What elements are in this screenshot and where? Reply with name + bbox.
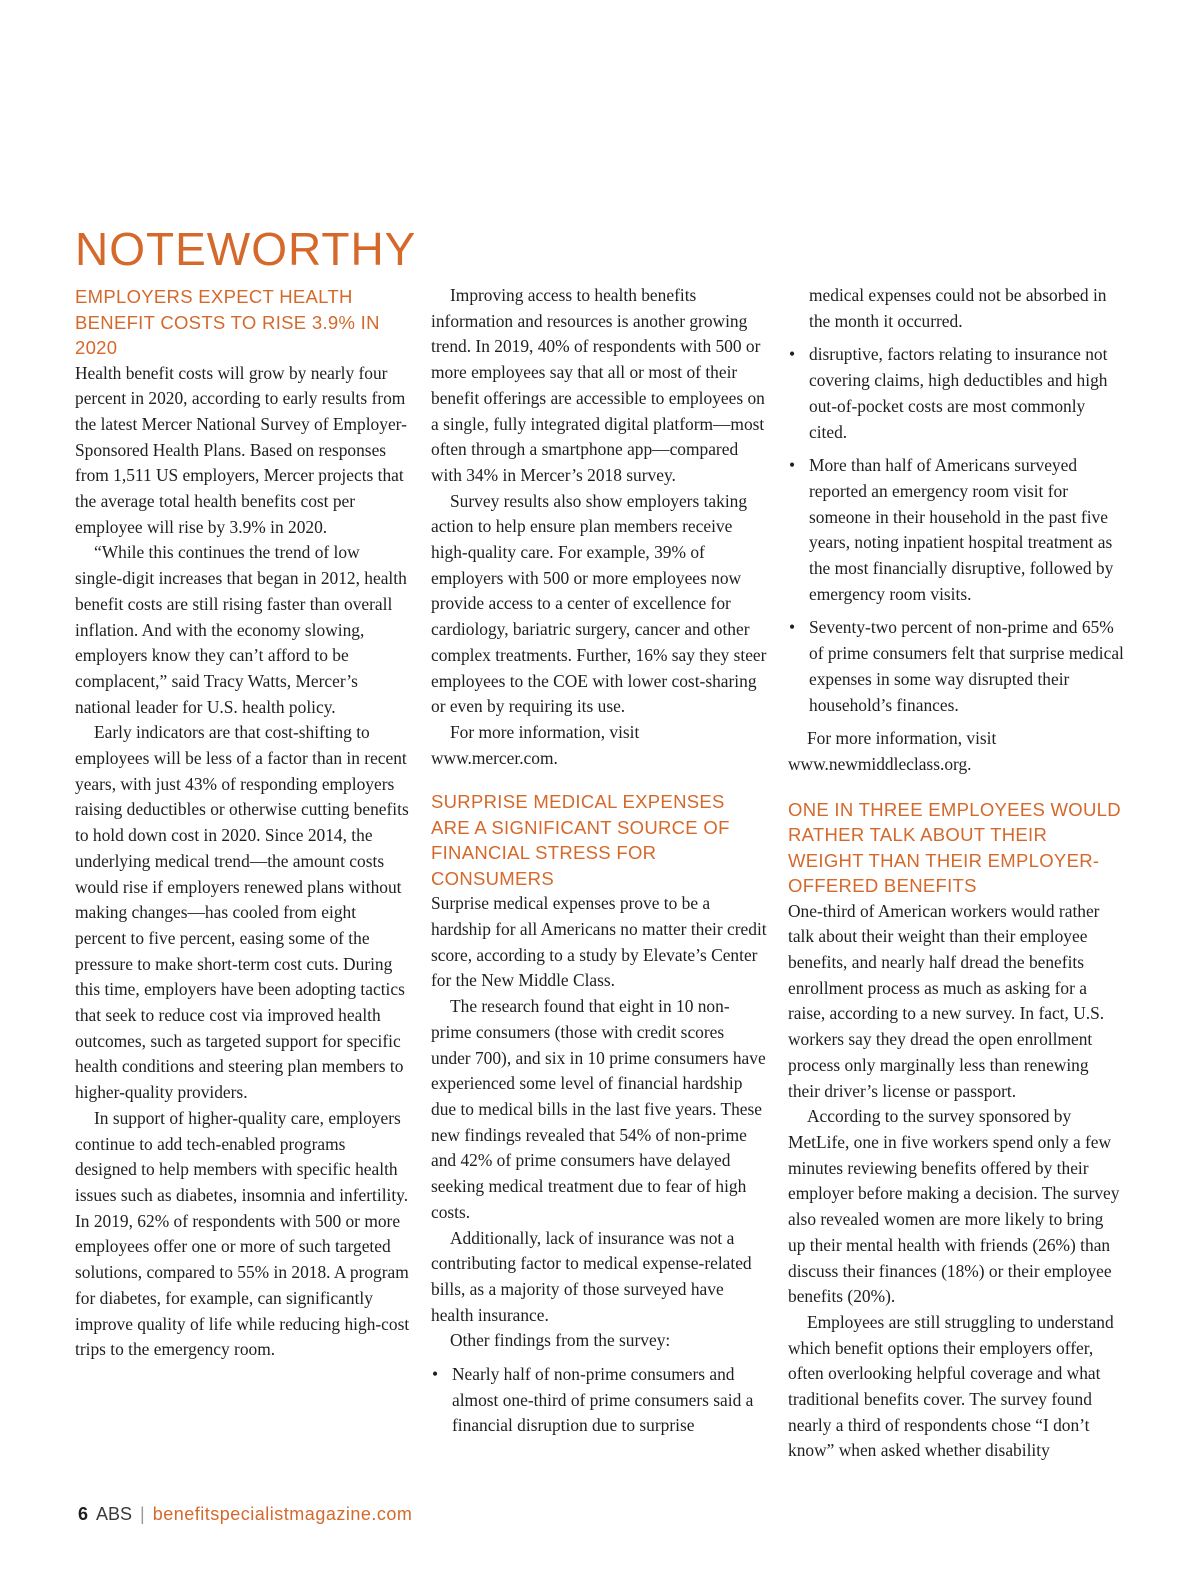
article-column-1 [75,284,411,1363]
findings-list-item: • disruptive, factors relating to insurance not covering claims, high deductibles and high out-of-pocket costs are most commonly cited. [788,342,1124,445]
article-column-2 [431,283,767,1439]
findings-list [431,1362,767,1439]
article-heading-surprise-expenses: SURPRISE MEDICAL EXPENSES ARE A SIGNIFICANT SOURCE OF FINANCIAL STRESS FOR CONSUMERS [431,791,730,889]
article-paragraph: Survey results also show employers taking action to help ensure plan members receive high-quality care. For example, 39% of employers with 500 or more employees now provide access to a center of excellence for cardiology, bariatric surgery, cancer and other complex treatments. Further, 16% say they steer employees to the COE with lower cost-sharing or even by requiring its use. [431,490,767,717]
article-paragraph: Early indicators are that cost-shifting to employees will be less of a factor than in recent years, with just 43% of responding employers raising deductibles or otherwise cutting benefits to hold down cost in 2020. Since 2014, the underlying medical trend—the amount costs would rise if employers renewed plans without making changes—has cooled from eight percent to five percent, easing some of the pressure to make short-term cost cuts. During this time, employers have been adopting tactics that seek to reduce cost via improved health outcomes, such as targeted support for specific health conditions and steering plan members to higher-quality providers. [75,722,409,1103]
findings-list-item: • More than half of Americans surveyed reported an emergency room visit for someone in their household in the past five years, noting inpatient hospital treatment as the most financially disruptive, followed by emergency room visits. [788,453,1124,607]
article-column-3 [788,283,1124,1464]
more-info-mercer: For more information, visit www.mercer.com. [431,721,640,768]
findings-list-item: • Seventy-two percent of non-prime and 65% of prime consumers felt that surprise medical expenses in some way disrupted their household’s finances. [788,615,1124,718]
article-paragraph: “While this continues the trend of low single-digit increases that began in 2012, health benefit costs are still rising faster than overall inflation. And with the economy slowing, employers know they can’t afford to be complacent,” said Tracy Watts, Mercer’s national leader for U.S. health policy. [75,542,407,717]
publication-name: ABS [96,1504,133,1524]
continuation-text: medical expenses could not be absorbed in the month it occurred. [809,285,1107,331]
findings-list-continued [788,283,1124,718]
findings-list-item: • Nearly half of non-prime consumers and almost one-third of prime consumers said a financial disruption due to surprise [431,1362,767,1439]
page-footer [78,1504,412,1525]
page-number: 6 [78,1504,89,1524]
more-info-newmiddleclass: For more information, visit www.newmiddleclass.org. [788,728,997,774]
article-heading-health-costs: EMPLOYERS EXPECT HEALTH BENEFIT COSTS TO RISE 3.9% IN 2020 [75,286,380,358]
article-paragraph: In support of higher-quality care, employers continue to add tech-enabled programs designed to help members with specific health issues such as diabetes, insomnia and infertility. In 2019, 62% of respondents with 500 or more employees offer one or more of such targeted solutions, compared to 55% in 2018. A program for diabetes, for example, can significantly improve quality of life while reducing high-cost trips to the emergency room. [75,1107,410,1360]
article-paragraph: Health benefit costs will grow by nearly four percent in 2020, according to early results from the latest Mercer National Survey of Employer-Sponsored Health Plans. Based on responses from 1,511 US employers, Mercer projects that the average total health benefits cost per employee will rise by 3.9% in 2020. [75,362,407,537]
article-paragraph: Additionally, lack of insurance was not a contributing factor to medical expense-related bills, as a majority of those surveyed have health insurance. [431,1227,752,1325]
article-paragraph: According to the survey sponsored by MetLife, one in five workers spend only a few minutes reviewing benefits offered by their employer before making a decision. The survey also revealed women are more likely to bring up their mental health with friends (26%) than discuss their finances (18%) or their employee benefits (20%). [788,1106,1120,1307]
article-paragraph: One-third of American workers would rather talk about their weight than their employee benefits, and nearly half dread the benefits enrollment process as much as asking for a raise, according to a new survey. In fact, U.S. workers say they dread the open enrollment process only marginally less than renewing their driver’s license or passport. [788,900,1105,1101]
article-heading-benefits-talk: ONE IN THREE EMPLOYEES WOULD RATHER TALK ABOUT THEIR WEIGHT THAN THEIR EMPLOYER-OFFERED BENEFITS [788,798,1121,897]
article-paragraph: Improving access to health benefits information and resources is another growing trend. In 2019, 40% of respondents with 500 or more employees say that all or most of their benefit offerings are accessible to employees on a single, fully integrated digital platform—most often through a smartphone app—compared with 34% in Mercer’s 2018 survey. [431,285,765,485]
article-paragraph: Other findings from the survey: [450,1330,671,1351]
article-paragraph: The research found that eight in 10 non-prime consumers (those with credit scores under 700), and six in 10 prime consumers have experienced some level of financial hardship due to medical bills in the last five years. These new findings revealed that 54% of non-prime and 42% of prime consumers have delayed seeking medical treatment due to fear of high costs. [431,996,766,1222]
footer-separator: | [140,1504,145,1524]
article-paragraph: Employees are still struggling to understand which benefit options their employers offer, often overlooking helpful coverage and what traditional benefits cover. The survey found nearly a third of respondents chose “I don’t know” when asked whether disability [788,1311,1114,1461]
section-title: NOTEWORTHY [75,223,417,275]
findings-list-item-continuation [788,283,1124,334]
website-link[interactable]: benefitspecialistmagazine.com [152,1504,413,1524]
article-paragraph: Surprise medical expenses prove to be a hardship for all Americans no matter their credit score, according to a study by Elevate’s Center for the New Middle Class. [431,893,767,991]
